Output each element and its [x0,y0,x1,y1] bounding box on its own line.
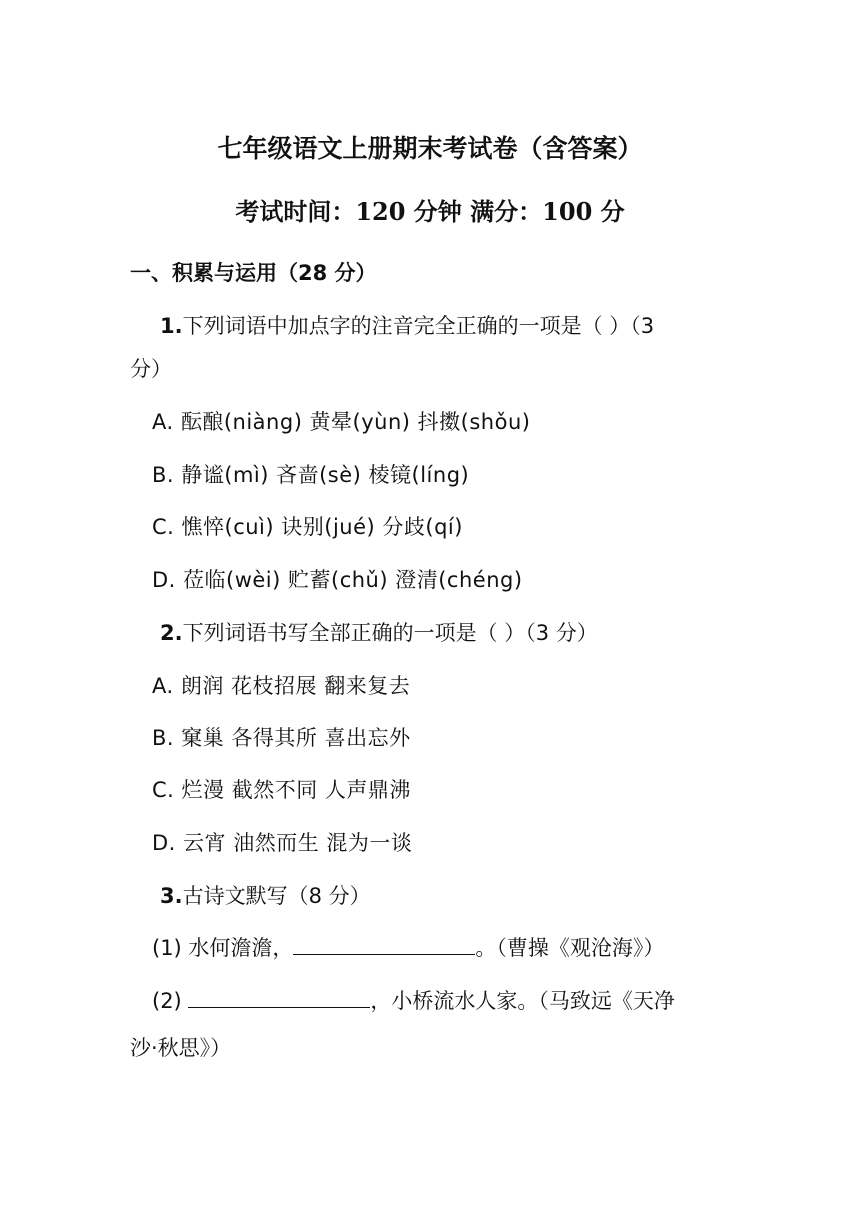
question-3-item-1 [152,933,664,963]
question-1-option-b: B. 静谧(mì) 吝啬(sè) 棱镜(líng) [152,463,470,487]
section-heading-1: 一、积累与运用（28 分） [130,261,377,285]
answer-blank-1[interactable] [293,936,475,955]
question-2-number: 2. [160,621,183,645]
question-1-option-a: A. 酝酿(niàng) 黄晕(yùn) 抖擞(shǒu) [152,410,531,434]
item-2-prefix: (2) [152,989,189,1013]
question-1-option-d: D. 莅临(wèi) 贮蓄(chǔ) 澄清(chéng) [152,568,523,592]
item-2-suffix: ，小桥流水人家。（马致远《天净 [370,989,675,1013]
question-1-stem [160,311,654,341]
exam-title: 七年级语文上册期末考试卷（含答案） [217,134,643,163]
question-1-option-c: C. 憔悴(cuì) 诀别(jué) 分歧(qí) [152,515,463,539]
question-1-text: 下列词语中加点字的注音完全正确的一项是（ ）（3 [182,314,655,338]
question-3-item-2-cont: 沙·秋思》） [130,1036,232,1060]
question-2-stem [160,618,598,648]
question-2-text: 下列词语书写全部正确的一项是（ ）（3 分） [182,621,598,645]
item-1-suffix: 。（曹操《观沧海》） [475,936,665,960]
question-1-stem-cont: 分） [130,357,172,381]
question-2-option-d: D. 云宵 油然而生 混为一谈 [152,831,413,855]
exam-subtitle: 考试时间：120 分钟 满分：100 分 [235,197,625,226]
answer-blank-2[interactable] [188,989,370,1008]
question-2-option-a: A. 朗润 花枝招展 翻来复去 [152,674,411,698]
question-2-option-c: C. 烂漫 截然不同 人声鼎沸 [152,778,411,802]
item-1-prefix: (1) 水何澹澹， [152,936,294,960]
question-2-option-b: B. 窠巢 各得其所 喜出忘外 [152,726,411,750]
question-3-number: 3. [160,884,183,908]
question-1-number: 1. [160,314,183,338]
question-3-item-2 [152,986,675,1016]
question-3-text: 古诗文默写（8 分） [182,884,371,908]
question-3-stem [160,881,371,911]
